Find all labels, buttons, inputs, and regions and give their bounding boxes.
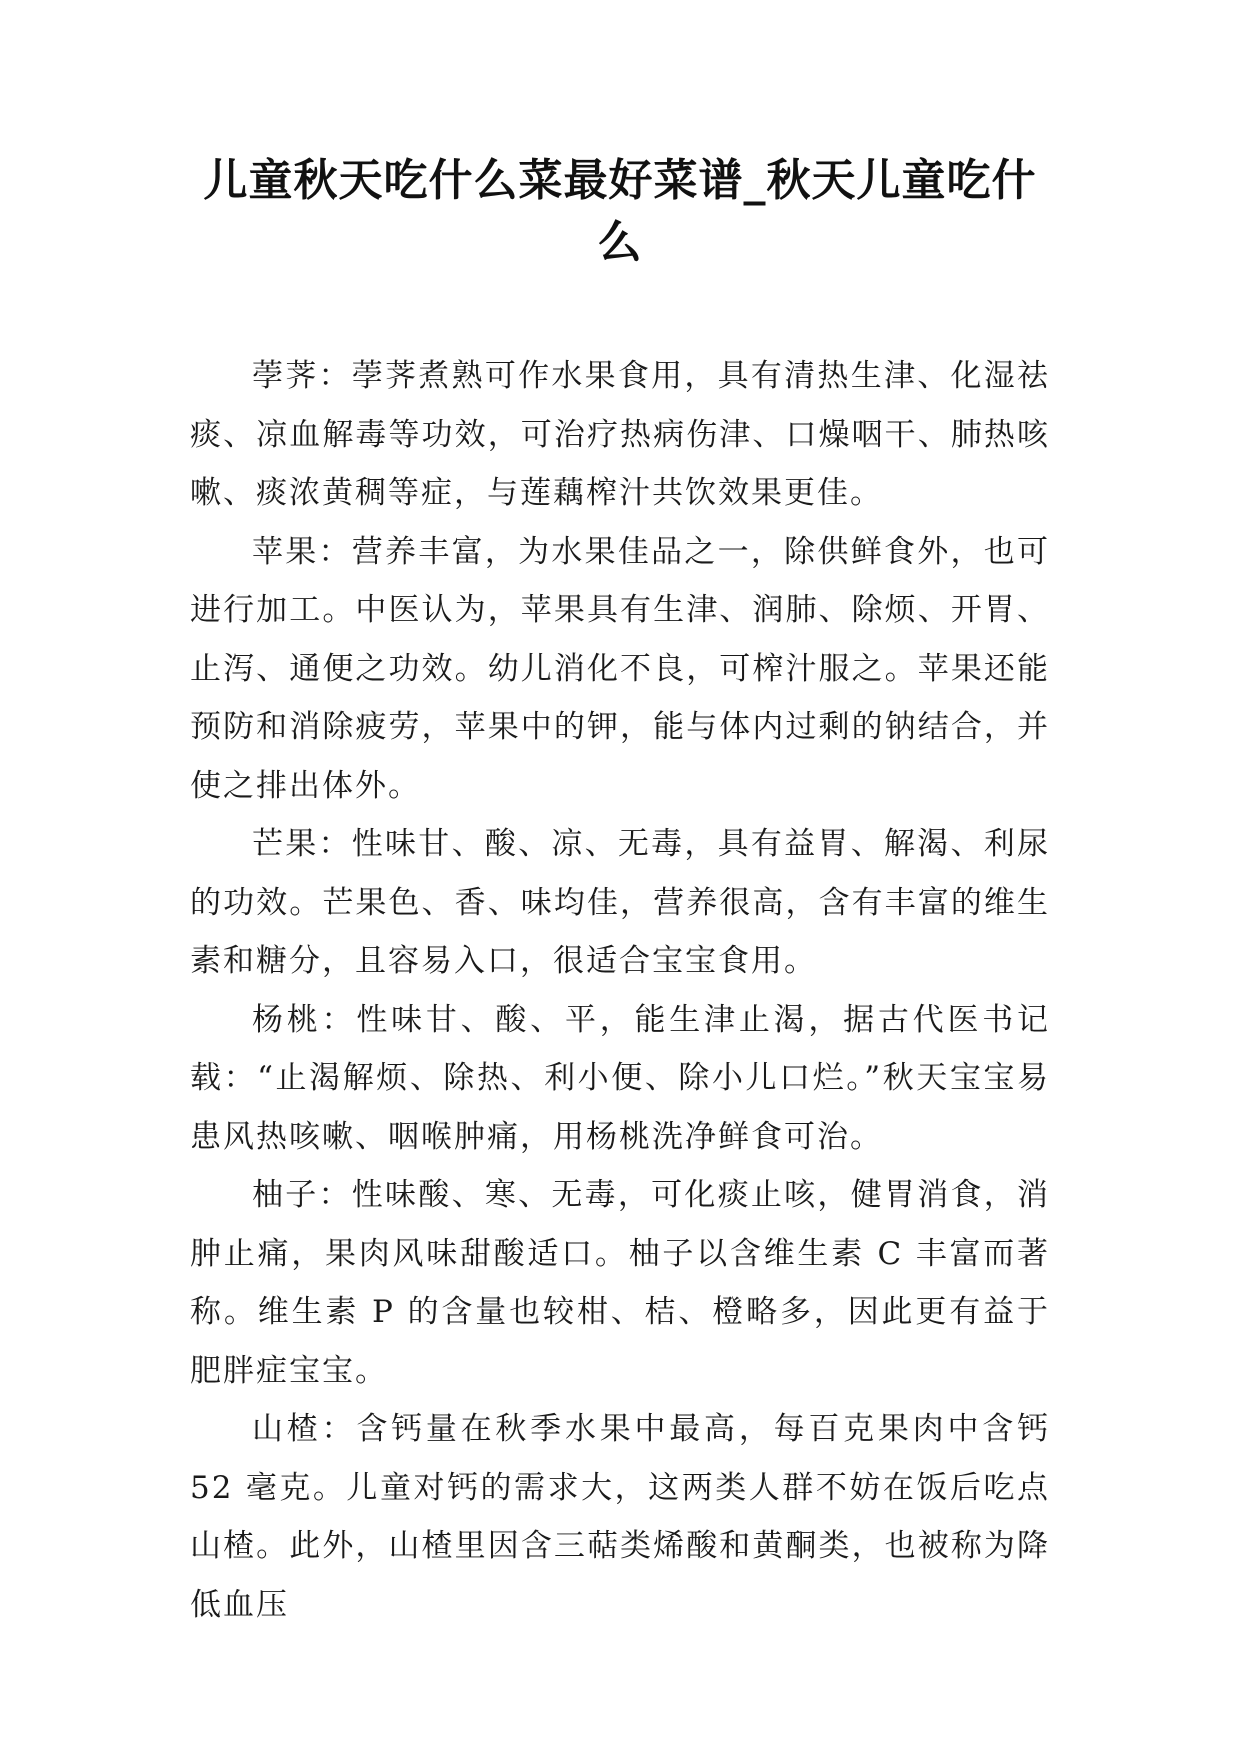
paragraph-apple: 苹果：营养丰富，为水果佳品之一，除供鲜食外，也可进行加工。中医认为，苹果具有生津、润肺、除烦、开胃、止泻、通便之功效。幼儿消化不良，可榨汁服之。苹果还能预防和消除疲劳，苹果中的钾，能与体内过剩的钠结合，并使之排出体外。	[190, 533, 1050, 804]
paragraph-mango: 芒果：性味甘、酸、凉、无毒，具有益胃、解渴、利尿的功效。芒果色、香、味均佳，营养很高，含有丰富的维生素和糖分，且容易入口，很适合宝宝食用。	[190, 826, 1050, 979]
paragraph-water-chestnut: 荸荠：荸荠煮熟可作水果食用，具有清热生津、化湿祛痰、凉血解毒等功效，可治疗热病伤津、口燥咽干、肺热咳嗽、痰浓黄稠等症，与莲藕榨汁共饮效果更佳。	[190, 358, 1050, 511]
document-title: 儿童秋天吃什么菜最好菜谱_秋天儿童吃什么	[203, 155, 1037, 268]
paragraph-starfruit: 杨桃：性味甘、酸、平，能生津止渴，据古代医书记载：“止渴解烦、除热、利小便、除小儿口烂。”秋天宝宝易患风热咳嗽、咽喉肿痛，用杨桃洗净鲜食可治。	[190, 1001, 1050, 1155]
document-body	[190, 347, 1050, 1634]
paragraph-hawthorn: 山楂：含钙量在秋季水果中最高，每百克果肉中含钙 52 毫克。儿童对钙的需求大，这两类人群不妨在饭后吃点山楂。此外，山楂里因含三萜类烯酸和黄酮类，也被称为降低血压	[190, 1411, 1050, 1623]
paragraph-pomelo: 柚子：性味酸、寒、无毒，可化痰止咳，健胃消食，消肿止痛，果肉风味甜酸适口。柚子以含维生素 C 丰富而著称。维生素 P 的含量也较柑、桔、橙略多，因此更有益于肥胖症宝宝。	[190, 1177, 1050, 1389]
